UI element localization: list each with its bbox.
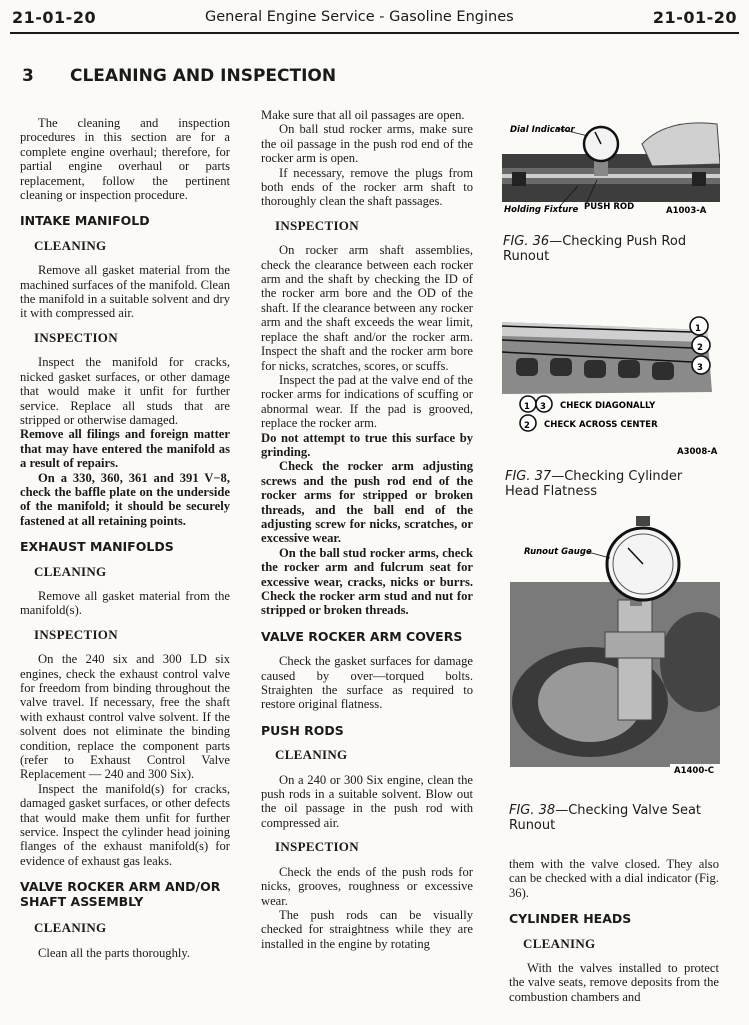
page-number-right: 21-01-20 [652,8,737,27]
ball-stud-text: On ball stud rocker arms, make sure the oil passage in the push rod end of the rocker arm is open. [261,122,473,166]
fig36-caption: FIG. 36—Checking Push Rod Runout [503,234,687,264]
page-number-left: 21-01-20 [12,8,97,27]
page-header [0,6,749,30]
fig37-marker-3: 3 [697,363,703,373]
pad-inspection-text: Inspect the pad at the valve end of the rocker arms for indications of scuffing or abnormal wear. If the pad is grooved, replace the rocker arm. [261,372,473,431]
fig38-code: A1400-C [674,766,715,774]
heads-cleaning-subheading: CLEANING [523,935,596,951]
fig37-legend-across: CHECK ACROSS CENTER [544,420,658,430]
rocker-cleaning-text: Clean all the parts thoroughly. [38,945,191,960]
push-cleaning-subheading: CLEANING [275,747,348,763]
push-inspection-text: Check the ends of the push rods for nicks, grooves, roughness or excessive wear. [261,864,473,908]
fig37-marker-1: 1 [695,324,701,334]
push-cleaning-text: On a 240 or 300 Six engine, clean the push rods in a suitable solvent. Blow out the oil passage in the push rod with compressed air. [261,772,473,830]
exhaust-inspection-text: On the 240 six and 300 LD six engines, check the exhaust control valve for freedom from binding throughout the valve travel. If necessary, free the shaft with exhaust control valve solvent. If the solvent does not eliminate the binding condition, replace the component parts (refer to Exhaust Control Valve Replacement — 240 and 300 Six). [20,652,230,782]
oil-passages-text: Make sure that all oil passages are open. [261,108,465,122]
fig37-legend-marker-1: 1 [524,402,530,412]
fig38-runout-gauge-label: Runout Gauge [524,547,592,557]
fulcrum-seat-text: On the ball stud rocker arms, check the rocker arm and fulcrum seat for excessive wear, cracks, nicks or burrs. Check the rocker arm stud and nut for stripped or broken threads. [261,545,473,618]
fig36-holding-fixture-label: Holding Fixture [504,205,579,215]
fig37-number: FIG. 37 [505,469,552,484]
covers-text: Check the gasket surfaces for damage caused by over—torqued bolts. Straighten the surface as required to restore original flatness. [261,654,473,712]
cylinder-heads-heading: CYLINDER HEADS [509,911,632,927]
section-number: 3 [22,66,34,86]
rocker-inspection-subheading: INSPECTION [275,217,359,233]
column-1 [20,116,230,960]
exhaust-inspection-subheading: INSPECTION [34,626,118,642]
fig38-illustration [510,512,720,774]
fig36-dial-indicator-label: Dial Indicator [510,125,575,135]
intake-bold-note-2: On a 330, 360, 361 and 391 V−8, check the baffle plate on the underside of the manifold; it should be securely fastened at all retaining points. [20,470,230,528]
plugs-text: If necessary, remove the plugs from both ends of the rocker arm shaft to thoroughly clean the shaft passages. [261,165,473,209]
section-heading [22,66,336,86]
push-inspection-text-2: The push rods can be visually checked for straightness while they are installed in the engine by rotating [261,907,473,951]
dial-indicator-text: them with the valve closed. They also can be checked with a dial indicator (Fig. 36). [509,857,719,900]
fig36-push-rod-label: PUSH ROD [584,202,635,212]
fig36-illustration [502,114,720,220]
fig37-legend-marker-2: 2 [524,421,530,431]
column-2 [261,108,473,951]
fig36-number: FIG. 36 [503,234,550,249]
adjusting-screws-text: Check the rocker arm adjusting screws and the push rod end of the rocker arms for stripped or broken threads, and the ball end of the adjusting screw for nicks, scratches, or excessive wear. [261,459,473,546]
shaft-clearance-text: On rocker arm shaft assemblies, check the clearance between each rocker arm and the shaft by checking the ID of the rocker arm bore and the OD of the shaft. If the clearance between any rocker arm and the shaft exceeds the wear limit, replace the shaft and/or the rocker arm. Inspect the shaft and the rocker arm bore for nicks, scratches, scores, or scuffs. [261,243,473,373]
heads-cleaning-text: With the valves installed to protect the valve seats, remove deposits from the combustion chambers and [509,961,719,1004]
rocker-covers-heading: VALVE ROCKER ARM COVERS [261,628,463,644]
exhaust-inspection-text-2: Inspect the manifold(s) for cracks, damaged gasket surfaces, or other defects that would make them unfit for further service. Inspect the cylinder head joining flanges of the exhaust manifold(s) for evidence of exhaust gas leaks. [20,781,230,868]
exhaust-cleaning-text: Remove all gasket material from the manifold(s). [20,588,230,618]
section-title: CLEANING AND INSPECTION [70,66,337,86]
fig37-legend-diagonally: CHECK DIAGONALLY [560,401,656,411]
column-3 [509,857,719,1004]
push-rods-heading: PUSH RODS [261,722,344,738]
intake-inspection-subheading: INSPECTION [34,329,118,345]
intake-bold-note-1: Remove all filings and foreign matter that may have entered the manifold as a result of repairs. [20,427,230,471]
exhaust-cleaning-subheading: CLEANING [34,563,107,579]
intake-manifold-heading: INTAKE MANIFOLD [20,213,150,229]
grinding-warning: Do not attempt to true this surface by grinding. [261,430,473,459]
intake-cleaning-subheading: CLEANING [34,237,107,253]
fig36-caption-text: Checking Push Rod Runout [503,234,687,264]
fig36-code: A1003-A [666,206,707,216]
fig38-caption: FIG. 38—Checking Valve Seat Runout [509,803,702,833]
fig38-number: FIG. 38 [509,803,556,818]
fig37-caption: FIG. 37—Checking Cylinder Head Flatness [505,469,683,499]
fig37-illustration [502,312,720,460]
header-rule [10,32,739,34]
exhaust-manifolds-heading: EXHAUST MANIFOLDS [20,539,174,555]
fig37-legend-marker-3: 3 [540,402,546,412]
intake-inspection-text: Inspect the manifold for cracks, nicked gasket surfaces, or other damage that would make it unfit for further service. Replace all studs that are stripped or otherwise damaged. [20,355,230,427]
fig37-code: A3008-A [677,447,718,457]
rocker-arm-heading: VALVE ROCKER ARM AND/OR SHAFT ASSEMBLY [20,879,221,909]
intro-paragraph: The cleaning and inspection procedures in this section are for a complete engine overhaul; therefore, for partial engine overhaul or parts replacement, follow the pertinent cleaning or inspection procedure. [20,116,230,203]
running-title: General Engine Service - Gasoline Engines [205,9,514,25]
intake-cleaning-text: Remove all gasket material from the machined surfaces of the manifold. Clean the manifold in a suitable solvent and dry it with compressed air. [20,263,230,321]
fig38-caption-text: Checking Valve Seat Runout [509,803,702,833]
push-inspection-subheading: INSPECTION [275,839,359,855]
fig37-marker-2: 2 [697,343,703,353]
rocker-cleaning-subheading: CLEANING [34,920,107,936]
fig37-caption-text: Checking Cylinder Head Flatness [505,469,683,499]
